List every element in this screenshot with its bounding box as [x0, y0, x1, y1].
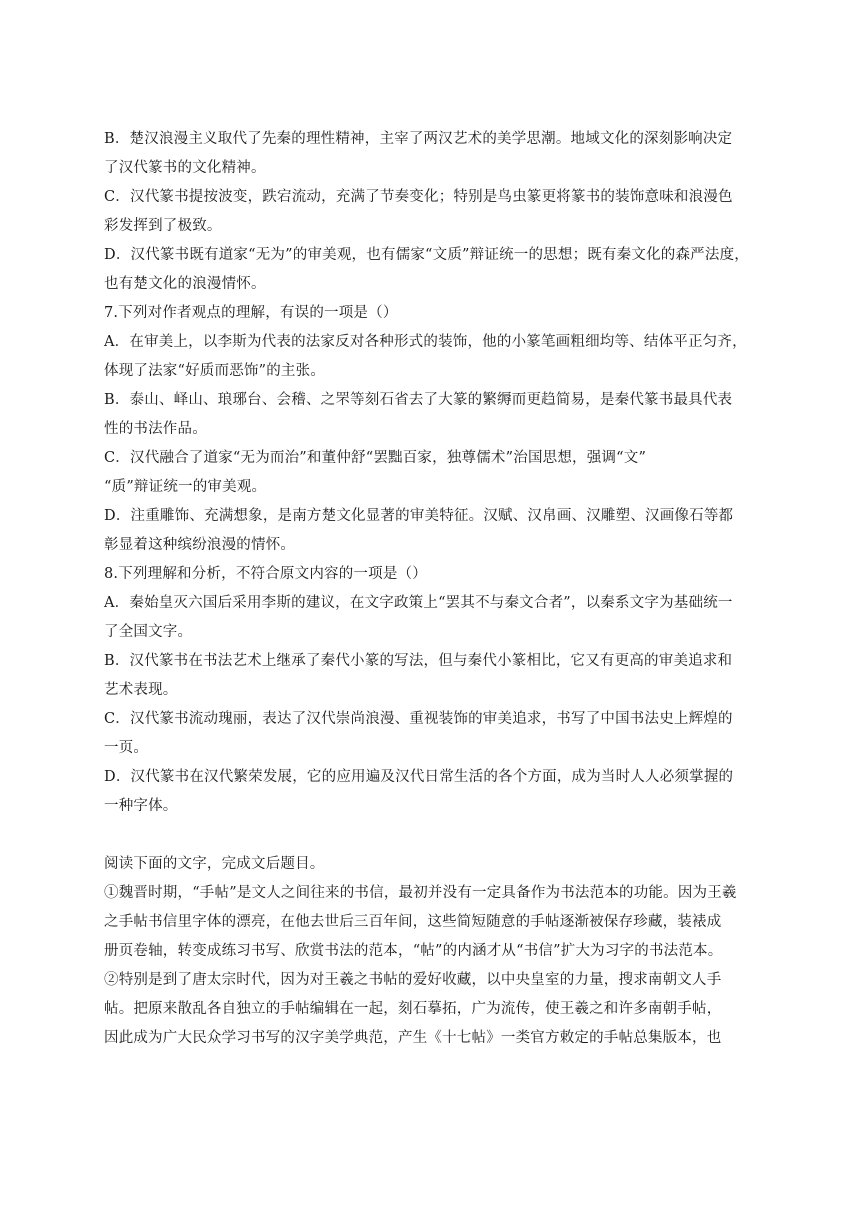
- option-a-q7: [104, 328, 756, 386]
- option-d-q7: [104, 502, 756, 560]
- text-line: 因此成为广大民众学习书写的汉字美学典范，产生《十七帖》一类官方敕定的手帖总集版本，也: [104, 1030, 722, 1046]
- option-d-q8: [104, 763, 756, 821]
- text-line: B．泰山、峄山、琅琊台、会稽、之罘等刻石省去了大篆的繁缛而更趋简易，是秦代篆书最具代表: [104, 392, 733, 408]
- section-gap: [104, 821, 756, 850]
- option-d-q6: [104, 241, 756, 299]
- text-line: 彩发挥到了极致。: [104, 218, 222, 234]
- option-c-q8: [104, 705, 756, 763]
- text-line: 一页。: [104, 740, 149, 756]
- text-line: C．汉代篆书流动瑰丽，表达了汉代崇尚浪漫、重视装饰的审美追求，书写了中国书法史上辉煌的: [104, 711, 733, 727]
- text-line: 之手帖书信里字体的漂亮，在他去世后三百年间，这些简短随意的手帖逐渐被保存珍藏，装裱成: [104, 914, 722, 930]
- text-line: “质”辩证统一的审美观。: [104, 479, 267, 495]
- reading-section: [104, 850, 756, 1053]
- option-b-q7: [104, 386, 756, 444]
- option-b-q8: [104, 647, 756, 705]
- text-line: 册页卷轴，转变成练习书写、欣赏书法的范本，“帖”的内涵才从“书信”扩大为习字的书法范本。: [104, 943, 723, 959]
- passage-paragraph-2: [104, 966, 756, 1053]
- text-line: 性的书法作品。: [104, 421, 207, 437]
- text-line: C．汉代篆书提按波变，跌宕流动，充满了节奏变化；特别是鸟虫篆更将篆书的装饰意味和浪漫色: [104, 189, 733, 205]
- text-line: 一种字体。: [104, 798, 178, 814]
- text-line: D．汉代篆书在汉代繁荣发展，它的应用遍及汉代日常生活的各个方面，成为当时人人必须掌握的: [104, 769, 734, 785]
- text-line: D．汉代篆书既有道家“无为”的审美观，也有儒家“文质”辩证统一的思想；既有秦文化的森严法度，: [104, 247, 749, 263]
- text-line: 艺术表现。: [104, 682, 178, 698]
- text-line: C．汉代融合了道家“无为而治”和董仲舒“罢黜百家，独尊儒术”治国思想，强调“文”: [104, 450, 647, 466]
- text-line: ①魏晋时期，“手帖”是文人之间往来的书信，最初并没有一定具备作为书法范本的功能。因为王羲: [104, 885, 737, 901]
- reading-intro: 阅读下面的文字，完成文后题目。: [104, 856, 325, 872]
- text-line: 体现了法家“好质而恶饰”的主张。: [104, 363, 326, 379]
- option-b-q6: [104, 125, 756, 183]
- document-page: [104, 125, 756, 1053]
- text-line: 8.下列理解和分析，不符合原文内容的一项是（）: [104, 566, 427, 582]
- text-line: B．楚汉浪漫主义取代了先秦的理性精神，主宰了两汉艺术的美学思潮。地域文化的深刻影响决定: [104, 131, 733, 147]
- option-c-q7: [104, 444, 756, 502]
- text-line: 了汉代篆书的文化精神。: [104, 160, 266, 176]
- text-line: ②特别是到了唐太宗时代，因为对王羲之书帖的爱好收藏，以中央皇室的力量，搜求南朝文人手: [104, 972, 722, 988]
- option-c-q6: [104, 183, 756, 241]
- question-options-block: [104, 125, 756, 821]
- text-line: 了全国文字。: [104, 624, 193, 640]
- text-line: 也有楚文化的浪漫情怀。: [104, 276, 266, 292]
- text-line: 帖。把原来散乱各自独立的手帖编辑在一起，刻石摹拓，广为流传，使王羲之和许多南朝手帖，: [104, 1001, 722, 1017]
- text-line: 彰显着这种缤纷浪漫的情怀。: [104, 537, 296, 553]
- text-line: A．秦始皇灭六国后采用李斯的建议，在文字政策上“罢其不与秦文合者”，以秦系文字为基础统一: [104, 595, 733, 611]
- question-8-stem: [104, 560, 756, 589]
- option-a-q8: [104, 589, 756, 647]
- text-line: A．在审美上，以李斯为代表的法家反对各种形式的装饰，他的小篆笔画粗细均等、结体平正匀齐，: [104, 334, 747, 350]
- text-line: B．汉代篆书在书法艺术上继承了秦代小篆的写法，但与秦代小篆相比，它又有更高的审美追求和: [104, 653, 733, 669]
- question-7-stem: [104, 299, 756, 328]
- text-line: 7.下列对作者观点的理解，有误的一项是（）: [104, 305, 398, 321]
- text-line: D．注重雕饰、充满想象，是南方楚文化显著的审美特征。汉赋、汉帛画、汉雕塑、汉画像石等都: [104, 508, 734, 524]
- passage-paragraph-1: [104, 879, 756, 966]
